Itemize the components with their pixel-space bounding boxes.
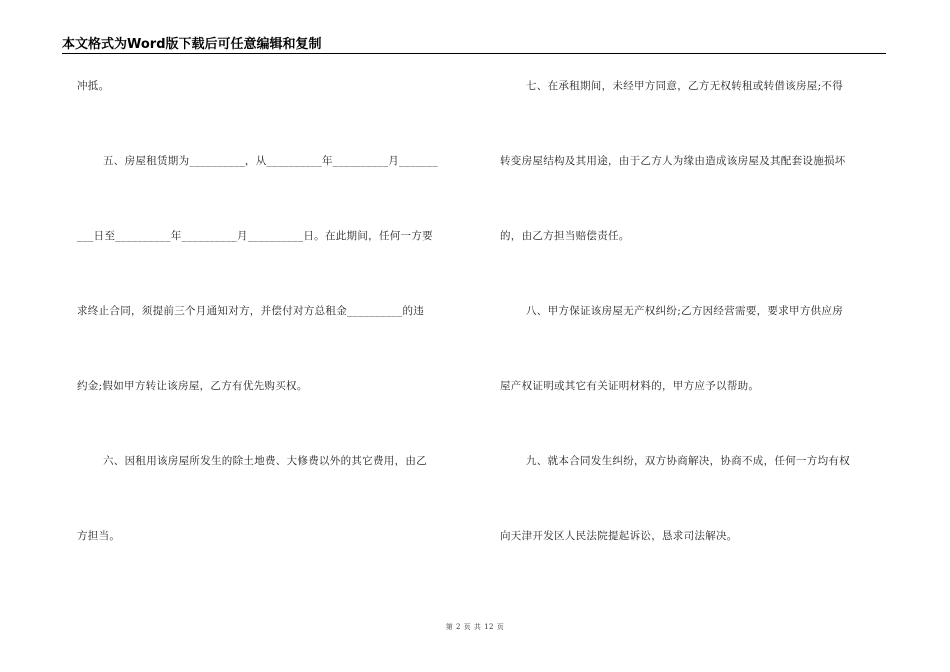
document-header-title: 本文格式为Word版下载后可任意编辑和复制 — [62, 37, 322, 52]
text-line: ___日至__________年__________月__________日。在此期间，任何一方要 — [77, 230, 433, 242]
text-line: 六、因租用该房屋所发生的除土地费、大修费以外的其它费用，由乙 — [103, 455, 427, 467]
text-line: 七、在承租期间，未经甲方同意，乙方无权转租或转借该房屋;不得 — [526, 80, 844, 92]
text-line: 转变房屋结构及其用途，由于乙方人为缘由造成该房屋及其配套设施损坏 — [500, 155, 846, 167]
text-line: 冲抵。 — [77, 80, 110, 92]
text-line: 方担当。 — [77, 530, 121, 542]
page-number-footer: 第 2 页 共 12 页 — [445, 623, 505, 631]
text-line: 的，由乙方担当赔偿责任。 — [500, 230, 630, 242]
text-line: 求终止合同，须提前三个月通知对方，并偿付对方总租金__________的违 — [77, 305, 425, 317]
text-line: 五、房屋租赁期为__________，从__________年__________月_______ — [103, 155, 438, 167]
text-line: 八、甲方保证该房屋无产权纠纷;乙方因经营需要，要求甲方供应房 — [526, 305, 844, 317]
header-divider — [62, 53, 886, 54]
text-line: 屋产权证明或其它有关证明材料的，甲方应予以帮助。 — [500, 380, 760, 392]
text-line: 九、就本合同发生纠纷，双方协商解决，协商不成，任何一方均有权 — [526, 455, 850, 467]
text-line: 向天津开发区人民法院提起诉讼，恳求司法解决。 — [500, 530, 738, 542]
text-line: 约金;假如甲方转让该房屋，乙方有优先购买权。 — [77, 380, 308, 392]
